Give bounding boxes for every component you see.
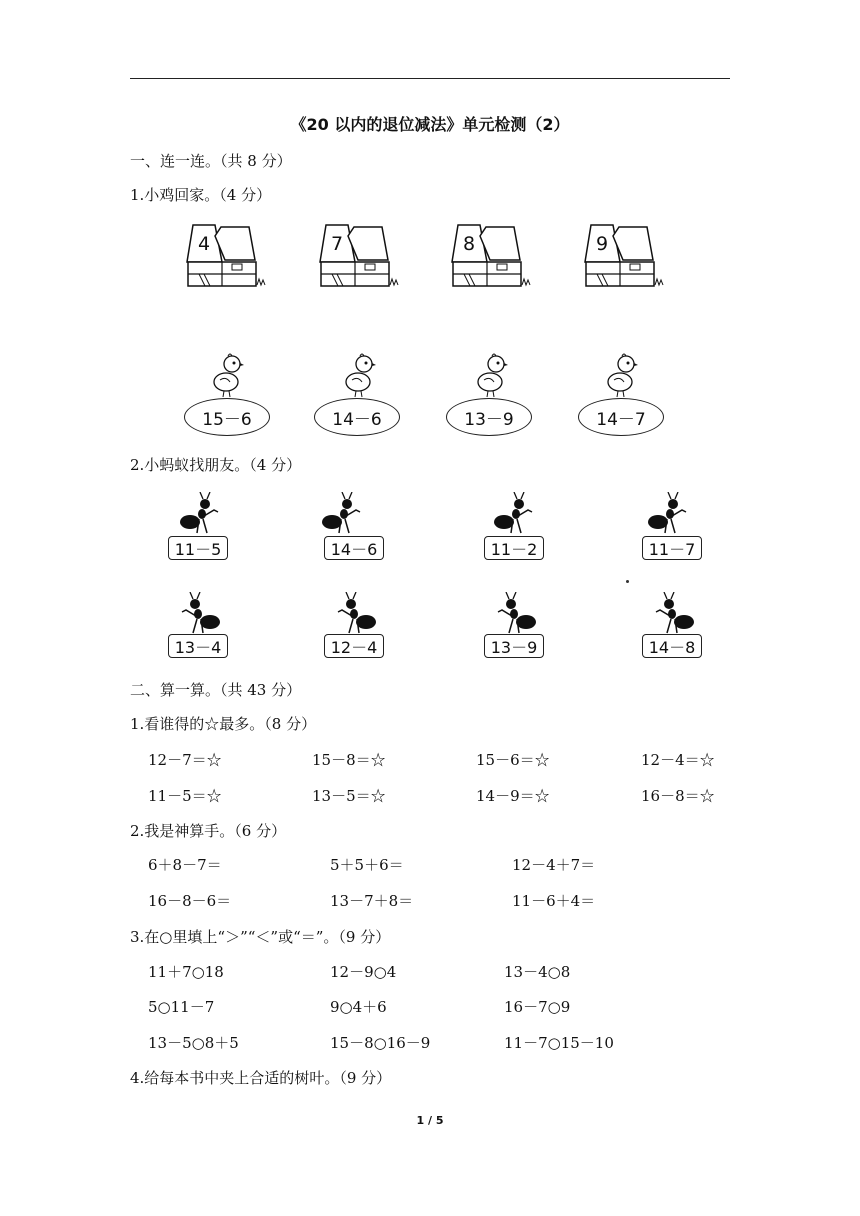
star-problem: 15－6＝☆ — [476, 751, 550, 769]
question-2-1: 1.看谁得的☆最多。（8 分） — [130, 715, 317, 733]
chick-icon — [474, 352, 508, 398]
question-2-4: 4.给每本书中夹上合适的树叶。（9 分） — [130, 1069, 392, 1087]
section-2-heading: 二、算一算。（共 43 分） — [130, 681, 302, 699]
star-problem: 15－8＝☆ — [312, 751, 386, 769]
compare-problem: 12－9○4 — [330, 963, 397, 981]
chick-icon — [342, 352, 376, 398]
star-problem: 14－9＝☆ — [476, 787, 550, 805]
compare-problem: 13－5○8＋5 — [148, 1034, 239, 1052]
ant-icon — [492, 492, 536, 534]
compare-problem: 11＋7○18 — [148, 963, 224, 981]
page-number: 1 / 5 — [416, 1114, 444, 1127]
ant-icon — [494, 592, 538, 634]
chick-expression: 14－7 — [578, 398, 664, 436]
question-2-3: 3.在○里填上“＞”“＜”或“＝”。（9 分） — [130, 928, 391, 946]
chick-expression: 14－6 — [314, 398, 400, 436]
calc-problem: 12－4＋7＝ — [512, 856, 596, 874]
star-problem: 13－5＝☆ — [312, 787, 386, 805]
ant-expression: 13－4 — [168, 634, 228, 658]
ant-icon — [646, 492, 690, 534]
question-1-2: 2.小蚂蚁找朋友。（4 分） — [130, 456, 302, 474]
house-number: 7 — [331, 233, 344, 255]
calc-problem: 11－6＋4＝ — [512, 892, 596, 910]
question-1-1: 1.小鸡回家。（4 分） — [130, 186, 272, 204]
calc-problem: 13－7＋8＝ — [330, 892, 414, 910]
ant-expression: 11－2 — [484, 536, 544, 560]
stray-mark — [626, 580, 629, 583]
ant-icon — [320, 492, 364, 534]
star-problem: 16－8＝☆ — [641, 787, 715, 805]
calc-problem: 6＋8－7＝ — [148, 856, 222, 874]
chick-expression: 13－9 — [446, 398, 532, 436]
compare-problem: 11－7○15－10 — [504, 1034, 614, 1052]
ant-icon — [178, 492, 222, 534]
ant-expression: 11－7 — [642, 536, 702, 560]
chick-icon — [210, 352, 244, 398]
calc-problem: 5＋5＋6＝ — [330, 856, 404, 874]
section-1-heading: 一、连一连。（共 8 分） — [130, 152, 292, 170]
ant-expression: 13－9 — [484, 634, 544, 658]
house-number: 9 — [596, 233, 609, 255]
question-2-2: 2.我是神算手。（6 分） — [130, 822, 287, 840]
ant-expression: 11－5 — [168, 536, 228, 560]
compare-problem: 9○4＋6 — [330, 998, 387, 1016]
ant-icon — [334, 592, 378, 634]
house-3 — [450, 222, 532, 292]
ant-expression: 14－6 — [324, 536, 384, 560]
ant-expression: 14－8 — [642, 634, 702, 658]
compare-problem: 16－7○9 — [504, 998, 571, 1016]
calc-problem: 16－8－6＝ — [148, 892, 232, 910]
house-number: 4 — [198, 233, 211, 255]
ant-icon — [652, 592, 696, 634]
ant-icon — [178, 592, 222, 634]
compare-problem: 5○11－7 — [148, 998, 215, 1016]
house-1 — [185, 222, 267, 292]
page-title: 《20 以内的退位减法》单元检测（2） — [290, 115, 570, 134]
star-problem: 12－4＝☆ — [641, 751, 715, 769]
house-2 — [318, 222, 400, 292]
star-problem: 12－7＝☆ — [148, 751, 222, 769]
chick-expression: 15－6 — [184, 398, 270, 436]
compare-problem: 15－8○16－9 — [330, 1034, 431, 1052]
compare-problem: 13－4○8 — [504, 963, 571, 981]
house-4 — [583, 222, 665, 292]
chick-icon — [604, 352, 638, 398]
header-rule — [130, 78, 730, 79]
ant-expression: 12－4 — [324, 634, 384, 658]
star-problem: 11－5＝☆ — [148, 787, 222, 805]
house-number: 8 — [463, 233, 476, 255]
